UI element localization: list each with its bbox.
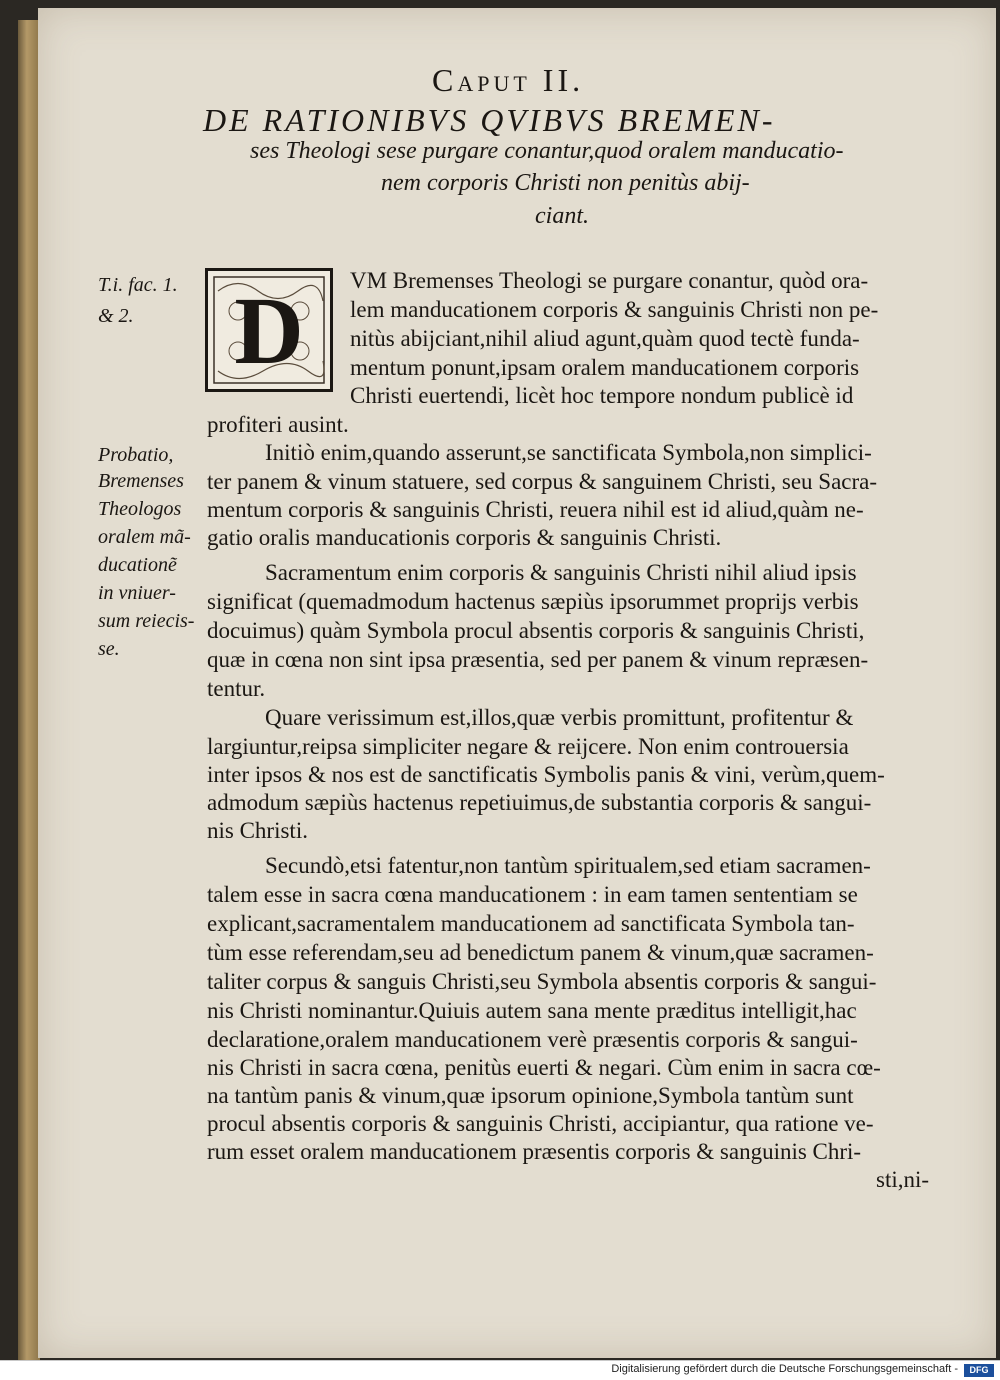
margin-note-4: Bremenses <box>98 470 184 492</box>
margin-note-2: & 2. <box>98 305 134 327</box>
margin-note-6: oralem mã- <box>98 526 191 548</box>
body-line: tùm esse referendam,seu ad benedictum panem & vinum,quæ sacramen- <box>207 940 874 965</box>
body-line: nis Christi nominantur.Quiuis autem sana mente præditus intelligit,hac <box>207 998 857 1023</box>
initial-letter: D <box>234 276 304 384</box>
body-line: procul absentis corporis & sanguinis Christi, accipiantur, qua ratione ve- <box>207 1111 874 1136</box>
body-line: mentum corporis & sanguinis Christi, reuera nihil est id aliud,quàm ne- <box>207 497 864 522</box>
dfg-logo-icon: DFG <box>964 1364 994 1377</box>
margin-note-1: T.i. fac. 1. <box>98 274 178 296</box>
chapter-title: Caput II. <box>432 62 585 98</box>
body-line: nis Christi. <box>207 818 308 843</box>
body-line: Sacramentum enim corporis & sanguinis Christi nihil aliud ipsis <box>265 560 857 585</box>
decorated-initial <box>205 268 333 392</box>
footer-credit: Digitalisierung gefördert durch die Deutsche Forschungsgemeinschaft - <box>611 1363 958 1375</box>
heading-line-2: ses Theologi sese purgare conantur,quod oralem manducatio- <box>250 138 844 164</box>
footer-bar <box>0 1360 1000 1380</box>
heading-line-4: ciant. <box>535 203 589 229</box>
body-line: nis Christi in sacra cœna, penitùs euerti & negari. Cùm enim in sacra cœ- <box>207 1055 881 1080</box>
body-line: gatio oralis manducationis corporis & sanguinis Christi. <box>207 525 722 550</box>
body-line: inter ipsos & nos est de sanctificatis Symbolis panis & vini, verùm,quem- <box>207 762 885 787</box>
margin-note-5: Theologos <box>98 498 182 520</box>
body-line: mentum ponunt,ipsam oralem manducationem corporis <box>350 355 860 380</box>
margin-note-7: ducationẽ <box>98 554 177 576</box>
body-line: nitùs abijciant,nihil aliud agunt,quàm quod tectè funda- <box>350 326 860 351</box>
body-line: docuimus) quàm Symbola procul absentis corporis & sanguinis Christi, <box>207 618 865 643</box>
body-line: Quare verissimum est,illos,quæ verbis promittunt, profitentur & <box>265 705 854 730</box>
body-line: lem manducationem corporis & sanguinis Christi non pe- <box>350 297 879 322</box>
body-line: profiteri ausint. <box>207 412 349 437</box>
heading-line-3: nem corporis Christi non penitùs abij- <box>381 170 750 196</box>
body-line: significat (quemadmodum hactenus sæpiùs ipsorummet proprijs verbis <box>207 589 859 614</box>
body-line: tentur. <box>207 676 266 701</box>
body-line: sti,ni- <box>876 1167 930 1192</box>
body-line: explicant,sacramentalem manducationem ad sanctificata Symbola tan- <box>207 911 855 936</box>
margin-note-10: se. <box>98 638 120 660</box>
body-line: na tantùm panis & vinum,quæ ipsorum opinione,Symbola tantùm sunt <box>207 1083 854 1108</box>
body-line: declaratione,oralem manducationem verè præsentis corporis & sangui- <box>207 1027 858 1052</box>
body-line: Secundò,etsi fatentur,non tantùm spiritualem,sed etiam sacramen- <box>265 853 871 878</box>
body-line: rum esset oralem manducationem præsentis corporis & sanguinis Chri- <box>207 1139 862 1164</box>
heading-line-1: DE RATIONIBVS QVIBVS BREMEN- <box>203 102 776 138</box>
body-line: ter panem & vinum statuere, sed corpus & sanguinem Christi, seu Sacra- <box>207 469 878 494</box>
margin-note-8: in vniuer- <box>98 582 176 604</box>
body-line: talem esse in sacra cœna manducationem : in eam tamen sententiam se <box>207 882 858 907</box>
body-line: quæ in cœna non sint ipsa præsentia, sed per panem & vinum repræsen- <box>207 647 869 672</box>
margin-note-9: sum reiecis- <box>98 610 195 632</box>
body-line: Christi euertendi, licèt hoc tempore nondum publicè id <box>350 383 854 408</box>
body-line: admodum sæpiùs hactenus repetiuimus,de substantia corporis & sangui- <box>207 790 872 815</box>
body-line: Initiò enim,quando asserunt,se sanctificata Symbola,non simplici- <box>265 440 872 465</box>
body-line: VM Bremenses Theologi se purgare conantur, quòd ora- <box>350 268 869 293</box>
book-spine-edge <box>18 20 40 1360</box>
body-line: taliter corpus & sanguis Christi,seu Symbola absentis corporis & sangui- <box>207 969 877 994</box>
margin-note-3: Probatio, <box>98 444 174 466</box>
body-line: largiuntur,reipsa simpliciter negare & reijcere. Non enim controuersia <box>207 734 849 759</box>
